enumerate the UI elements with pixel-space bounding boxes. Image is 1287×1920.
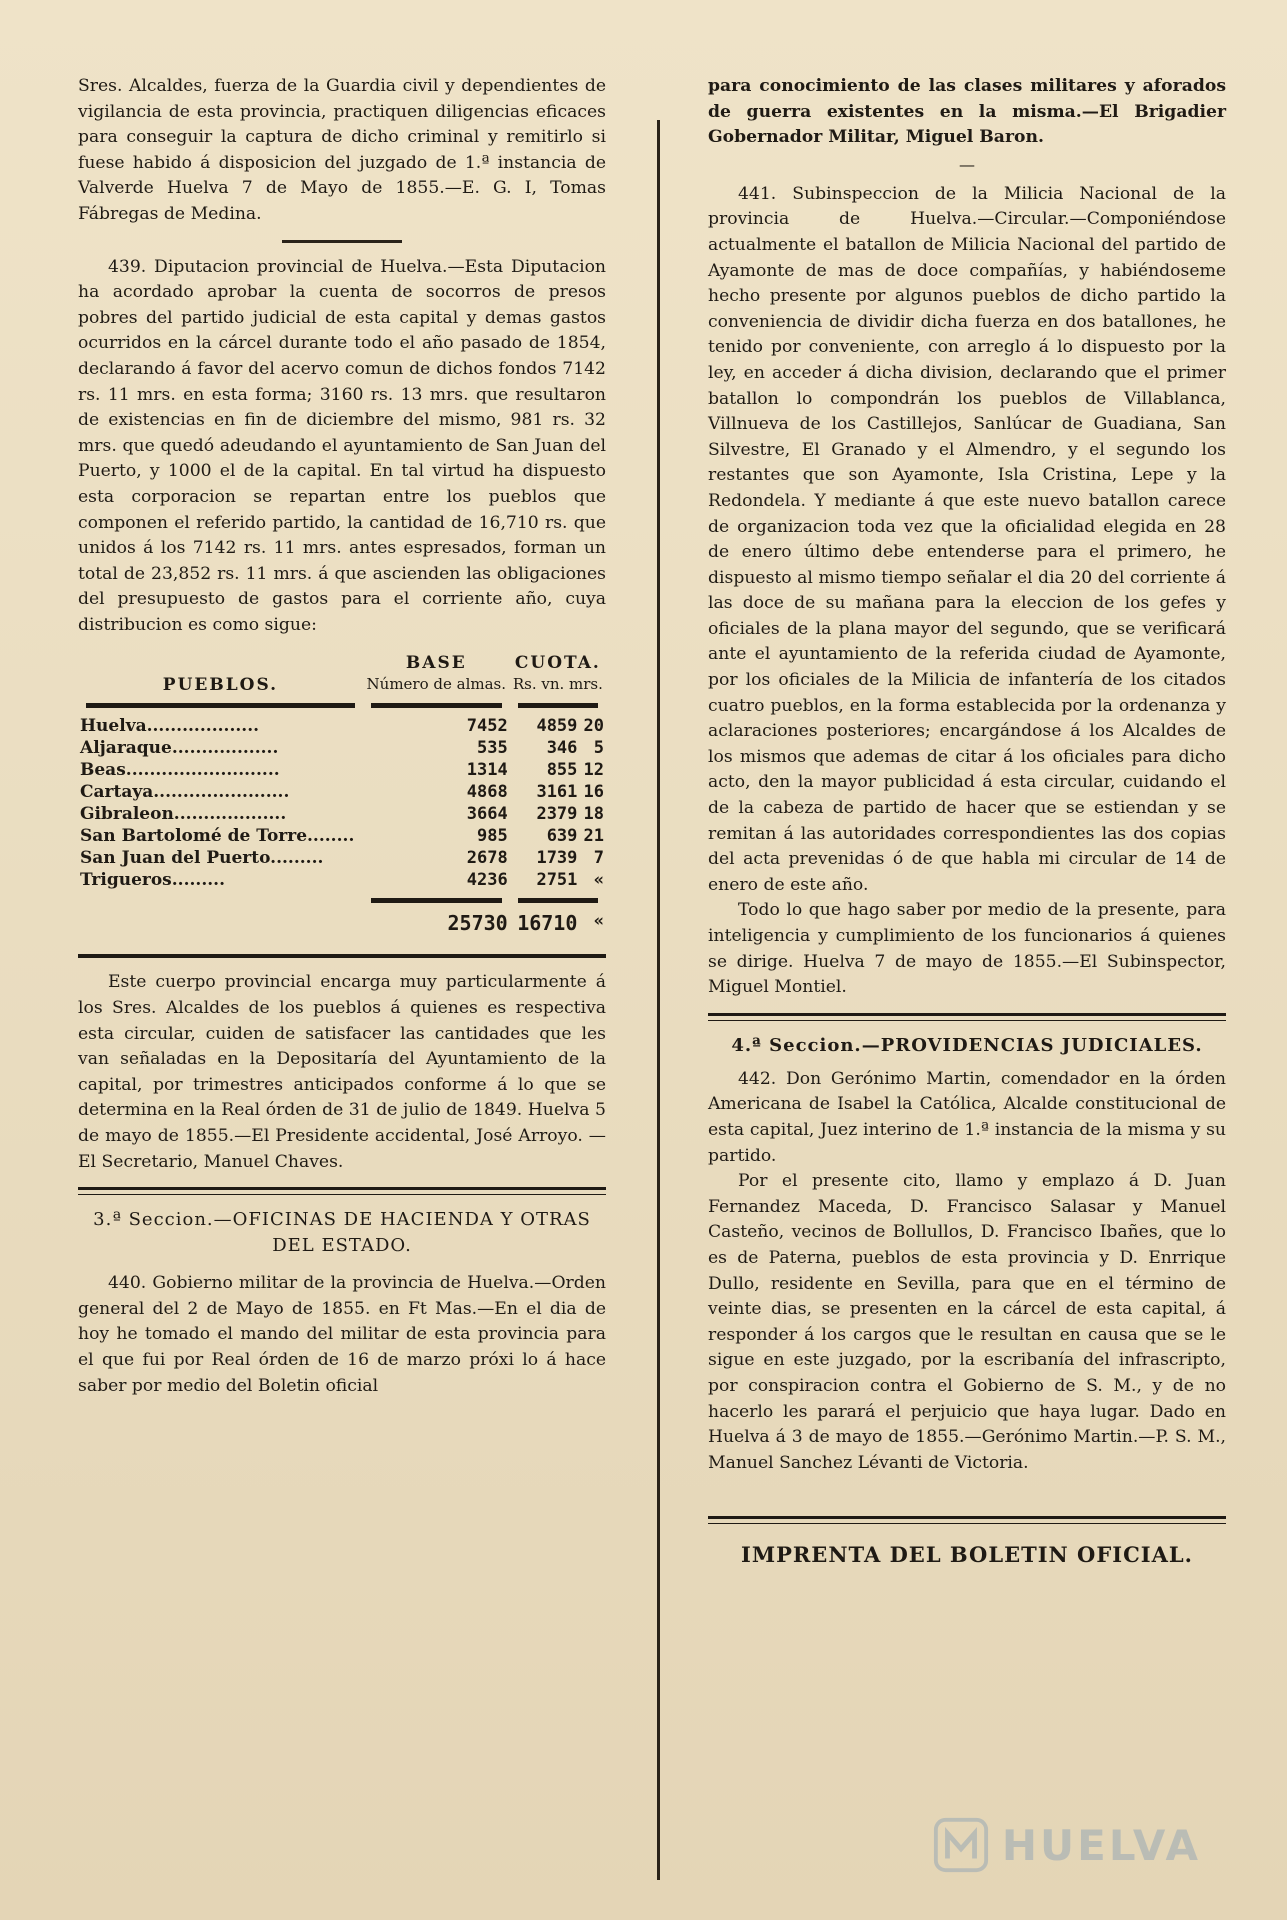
reales-value: 855 — [546, 760, 578, 781]
notice-cuerpo-provincial: Este cuerpo provincial encarga muy particularmente á los Sres. Alcaldes de los pueblos á quienes es respectiva esta circular, cuiden de satisfacer las cantidades que les van señaladas en la Depositaría del Ayuntamiento de la capital, por trimestres anticipados conforme á lo que se determina en la Real órden de 31 de julio de 1849. Huelva 5 de mayo de 1855.—El Presidente accidental, José Arroyo. —El Secretario, Manuel Chaves. — [78, 972, 606, 1172]
pueblo-name: Huelva................... — [80, 716, 260, 737]
diputacion-logo-icon — [932, 1816, 990, 1874]
reales-value: 3161 — [536, 782, 578, 803]
header-base: BASE — [405, 653, 467, 674]
almas-value: 4236 — [466, 870, 508, 891]
separator-rule — [282, 240, 402, 243]
maravedis-value: 20 — [583, 716, 604, 737]
notice-441: 441. Subinspeccion de la Milicia Nacional de la provincia de Huelva.—Circular.—Componiéndose actualmente el batallon de Milicia Nacional del partido de Ayamonte de mas de doce compañías, y habiéndoseme hecho presente por algunos pueblos de dicho partido la conveniencia de dividir dicha fuerza en dos batallones, he tenido por conveniente, con arreglo á lo dispuesto por la ley, en acceder á dicha division, declarando que el primer batallon lo compondrán los pueblos de Villablanca, Villnueva de los Castillejos, Sanlúcar de Guadiana, San Silvestre, El Granado y el Almendro, y el segundo los restantes que son Ayamonte, Isla Cristina, Lepe y la Redondela. Y mediante á que este nuevo batallon carece de organizacion toda vez que la oficialidad elegida en 28 de enero último debe entenderse para el primero, he dispuesto al mismo tiempo señalar el dia 20 del corriente á las doce de su mañana para la eleccion de los gefes y oficiales de la plana mayor del segundo, que se verificará ante el ayuntamiento de la referida ciudad de Ayamonte, por los oficiales de la Milicia de infantería de los citados cuatro pueblos, en la forma establecida por la ordenanza y aclaraciones posteriores; encargándose á los Alcaldes de los mismos que ademas de citar á los oficiales para dicho acto, den la mayor publicidad á esta circular, cuidando el de la cabeza de partido de hacer que se estiendan y se remitan á las autoridades correspondientes las dos copias del acta prevenidas ó de que habla mi circular de 14 de enero de este año. — [708, 183, 1226, 895]
header-numero-almas: Número de almas. — [366, 675, 507, 694]
continuation-paragraph: Sres. Alcaldes, fuerza de la Guardia civil y dependientes de vigilancia de esta provincia, practiquen diligencias eficaces para conseguir la captura de dicho criminal y remitirlo si fuese habido á disposicion del juzgado de 1.ª instancia de Valverde Huelva 7 de Mayo de 1855.—E. G. I, Tomas Fábregas de Medina. — [78, 76, 606, 224]
notice-442: 442. Don Gerónimo Martin, comendador en la órden Americana de Isabel la Católica, Alcalde constitucional de esta capital, Juez interino de 1.ª instancia de la misma y su partido. — [708, 1068, 1226, 1166]
reales-value: 1739 — [536, 848, 578, 869]
pueblo-name: Aljaraque.................. — [80, 738, 279, 759]
left-column — [78, 74, 606, 1399]
section-rule — [708, 1013, 1226, 1021]
reales-value: 4859 — [536, 716, 578, 737]
maravedis-value: 5 — [593, 738, 604, 759]
continuation-paragraph-right: para conocimiento de las clases militares y aforados de guerra existentes en la misma.—El Brigadier Gobernador Militar, Miguel Baron. — [708, 76, 1226, 148]
almas-value: 7452 — [466, 716, 508, 737]
reales-value: 639 — [546, 826, 578, 847]
table-row — [78, 803, 606, 825]
almas-value: 2678 — [466, 848, 508, 869]
maravedis-value: 16 — [583, 782, 604, 803]
table-row — [78, 759, 606, 781]
table-header-rule — [86, 703, 355, 708]
table-header-rule — [518, 703, 598, 708]
pueblo-name: Gibraleon................... — [80, 804, 287, 825]
total-maravedis: « — [593, 911, 604, 932]
almas-value: 1314 — [466, 760, 508, 781]
footer-rule — [708, 1516, 1226, 1524]
header-reales: Rs. vn. mrs. — [512, 675, 603, 694]
notice-442-body: Por el presente cito, llamo y emplazo á D. Juan Fernandez Maceda, D. Francisco Salasar y Manuel Casteño, vecinos de Bollullos, D. Francisco Ibañes, que lo es de Paterna, pueblos de esta provincia y D. Enrrique Dullo, residente en Sevilla, para que en el término de veinte dias, se presenten en la cárcel de esta capital, á responder á los cargos que le resultan en causa que se le sigue en este juzgado, por la escribanía del infrascripto, por conspiracion contra el Gobierno de S. M., y de no hacerlo les parará el perjuicio que haya lugar. Dado en Huelva á 3 de mayo de 1855.—Gerónimo Martin.—P. S. M., Manuel Sanchez Lévanti de Victoria. — [708, 1171, 1226, 1473]
separator-dash: — — [959, 154, 975, 174]
section-3-title: 3.ª Seccion.—OFICINAS DE HACIENDA Y OTRAS DEL ESTADO. — [93, 1209, 591, 1257]
archive-watermark — [932, 1816, 1201, 1874]
imprenta-footer: IMPRENTA DEL BOLETIN OFICIAL. — [741, 1542, 1193, 1568]
almas-value: 985 — [477, 826, 508, 847]
maravedis-value: « — [593, 870, 604, 891]
table-total-rule — [371, 898, 502, 903]
pueblo-name: Beas.......................... — [80, 760, 280, 781]
separator-rule — [78, 954, 606, 958]
table-row — [78, 737, 606, 759]
section-rule — [78, 1187, 606, 1195]
notice-439: 439. Diputacion provincial de Huelva.—Esta Diputacion ha acordado aprobar la cuenta de socorros de presos pobres del partido judicial de esta capital y demas gastos ocurridos en la cárcel durante todo el año pasado de 1854, declarando á favor del acervo comun de dichos fondos 7142 rs. 11 mrs. en esta forma; 3160 rs. 13 mrs. que resultaron de existencias en fin de diciembre del mismo, 981 rs. 32 mrs. que quedó adeudando el ayuntamiento de San Juan del Puerto, y 1000 el de la capital. En tal virtud ha dispuesto esta corporacion se repartan entre los pueblos que componen el referido partido, la cantidad de 16,710 rs. que unidos á los 7142 rs. 11 mrs. antes espresados, forman un total de 23,852 rs. 11 mrs. á que ascienden las obligaciones del presupuesto de gastos para el corriente año, cuya distribucion es como sigue: — [78, 256, 606, 635]
total-almas: 25730 — [447, 911, 508, 936]
table-row — [78, 781, 606, 803]
reales-value: 2379 — [536, 804, 578, 825]
table-row — [78, 825, 606, 847]
table-row — [78, 869, 606, 891]
table-row — [78, 715, 606, 737]
right-column — [708, 74, 1226, 1567]
maravedis-value: 12 — [583, 760, 604, 781]
maravedis-value: 21 — [583, 826, 604, 847]
section-4-title: 4.ª Seccion.—PROVIDENCIAS JUDICIALES. — [731, 1034, 1203, 1056]
table-header-rule — [371, 703, 502, 708]
total-reales: 16710 — [517, 911, 578, 936]
reales-value: 346 — [546, 738, 578, 759]
notice-440: 440. Gobierno militar de la provincia de Huelva.—Orden general del 2 de Mayo de 1855. en Ft Mas.—En el dia de hoy he tomado el mando del militar de esta provincia para el que fui por Real órden de 16 de marzo próxi lo á hace saber por medio del Boletin oficial — [78, 1273, 606, 1396]
pueblo-name: San Juan del Puerto......... — [80, 848, 324, 869]
pueblo-name: San Bartolomé de Torre........ — [80, 826, 355, 847]
watermark-text: HUELVA — [1001, 1820, 1201, 1870]
maravedis-value: 18 — [583, 804, 604, 825]
pueblo-name: Trigueros......... — [80, 870, 226, 891]
almas-value: 4868 — [466, 782, 508, 803]
almas-value: 535 — [477, 738, 508, 759]
almas-value: 3664 — [466, 804, 508, 825]
table-row — [78, 847, 606, 869]
reales-value: 2751 — [536, 870, 578, 891]
header-cuota: CUOTA. — [514, 653, 601, 674]
maravedis-value: 7 — [593, 848, 604, 869]
distribution-table — [78, 652, 606, 936]
table-total-rule — [518, 898, 598, 903]
column-divider — [657, 120, 660, 1880]
notice-441-closing: Todo lo que hago saber por medio de la presente, para inteligencia y cumplimiento de los funcionarios á quienes se dirige. Huelva 7 de mayo de 1855.—El Subinspector, Miguel Montiel. — [708, 900, 1226, 998]
header-pueblos: PUEBLOS. — [162, 675, 279, 696]
table-total-row — [78, 910, 606, 936]
pueblo-name: Cartaya....................... — [80, 782, 290, 803]
